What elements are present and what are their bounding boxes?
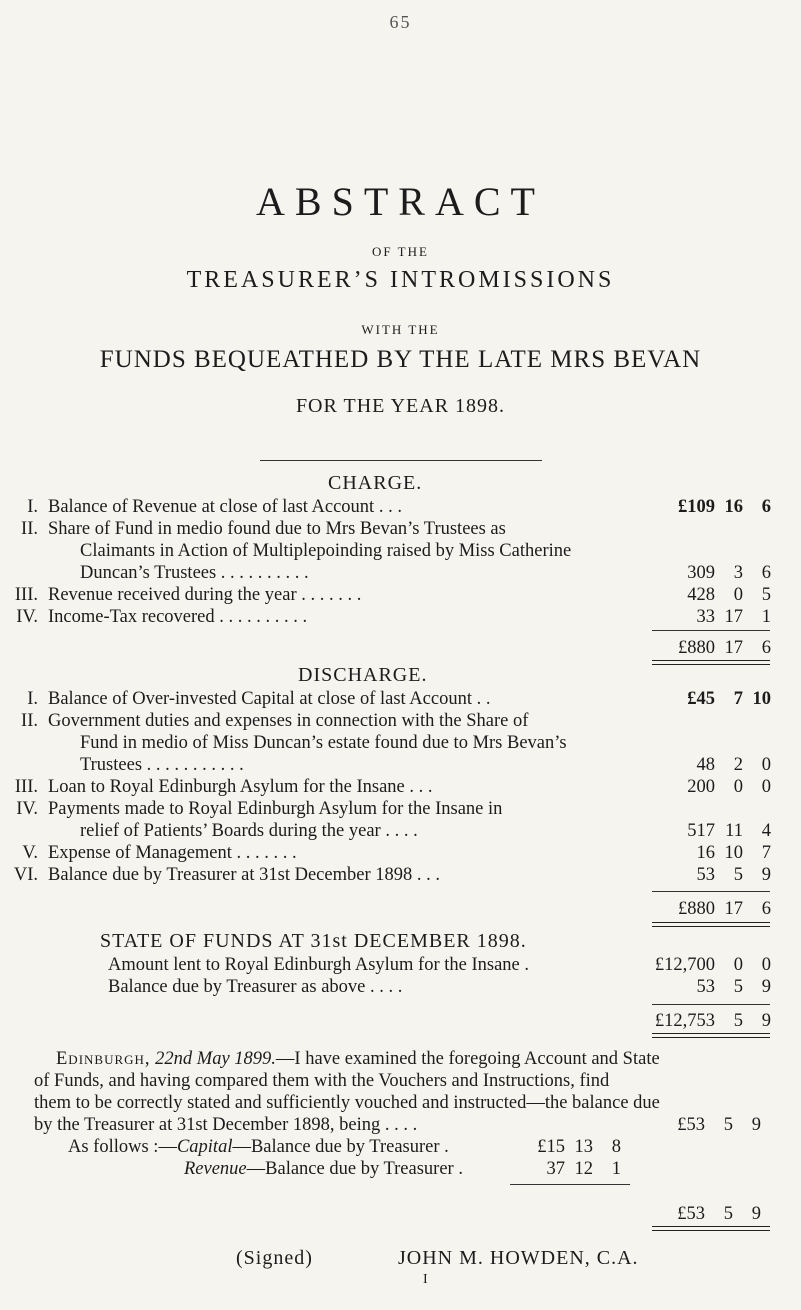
charge-item-amount: 428 0 5 (687, 585, 771, 605)
discharge-item-amount: 48 2 0 (696, 755, 771, 775)
certificate-sub-rule (510, 1184, 630, 1185)
charge-item-text: Revenue received during the year . . . . . . . (48, 585, 362, 605)
certificate-line (56, 1049, 660, 1070)
charge-item-text: Balance of Revenue at close of last Account . . . (48, 497, 402, 517)
charge-item-amount: £109 16 6 (678, 497, 771, 517)
title-of-the: OF THE (372, 244, 429, 259)
state-total: £12,753 5 9 (654, 1011, 771, 1031)
state-item-text: Balance due by Treasurer as above . . . . (108, 977, 403, 997)
discharge-item-text: Payments made to Royal Edinburgh Asylum for the Insane in (48, 799, 503, 819)
discharge-item-number: I. (27, 689, 38, 709)
certificate-capital-amount: £15 13 8 (537, 1137, 621, 1157)
charge-double-rule (652, 660, 770, 665)
charge-item-text-cont: Claimants in Action of Multiplepoinding raised by Miss Catherine (80, 541, 572, 561)
discharge-item-number: III. (14, 777, 38, 797)
title-funds: FUNDS BEQUEATHED BY THE LATE MRS BEVAN (99, 346, 702, 373)
state-double-rule (652, 1033, 770, 1038)
discharge-heading: DISCHARGE. (298, 664, 428, 686)
charge-item-number: I. (27, 497, 38, 517)
certificate-line: by the Treasurer at 31st December 1898, being . . . . (34, 1115, 418, 1135)
charge-item-text: Income-Tax recovered . . . . . . . . . . (48, 607, 308, 627)
state-item-amount: 53 5 9 (696, 977, 771, 997)
page-number: 65 (389, 12, 412, 32)
discharge-item-text-cont: relief of Patients’ Boards during the year . . . . (80, 821, 418, 841)
charge-item-amount: 33 17 1 (696, 607, 771, 627)
certificate-revenue-amount: 37 12 1 (546, 1159, 621, 1179)
state-item-amount: £12,700 0 0 (654, 955, 771, 975)
discharge-item-text: Government duties and expenses in connection with the Share of (48, 711, 529, 731)
footer-signature-mark: I (423, 1272, 428, 1287)
discharge-item-amount: 53 5 9 (696, 865, 771, 885)
title-rule (260, 460, 542, 461)
discharge-item-number: II. (21, 711, 38, 731)
discharge-item-text: Balance of Over-invested Capital at close of last Account . . (48, 689, 491, 709)
state-item-text: Amount lent to Royal Edinburgh Asylum for the Insane . (108, 955, 530, 975)
signature-signed-label: (Signed) (236, 1247, 313, 1269)
discharge-item-number: VI. (13, 865, 38, 885)
charge-item-number: IV. (16, 607, 38, 627)
title-with-the: WITH THE (361, 322, 440, 337)
charge-total: £880 17 6 (678, 638, 771, 658)
charge-item-number: II. (21, 519, 38, 539)
charge-item-amount: 309 3 6 (687, 563, 771, 583)
discharge-item-number: V. (22, 843, 38, 863)
charge-item-text: Share of Fund in medio found due to Mrs Bevan’s Trustees as (48, 519, 506, 539)
certificate-line: of Funds, and having compared them with the Vouchers and Instructions, find (34, 1071, 610, 1091)
charge-total-rule (652, 630, 770, 631)
signature-name: JOHN M. HOWDEN, C.A. (398, 1247, 639, 1269)
discharge-item-amount: £45 7 10 (687, 689, 771, 709)
discharge-item-text: Expense of Management . . . . . . . (48, 843, 297, 863)
certificate-capital-line: As follows :—Capital—Balance due by Treasurer . (68, 1137, 449, 1157)
certificate-revenue-line: Revenue—Balance due by Treasurer . (184, 1159, 463, 1179)
charge-heading: CHARGE. (328, 472, 423, 494)
certificate-double-rule (652, 1226, 770, 1231)
discharge-item-text: Balance due by Treasurer at 31st December 1898 . . . (48, 865, 440, 885)
discharge-item-number: IV. (16, 799, 38, 819)
certificate-date: 22nd May 1899. (155, 1049, 276, 1069)
discharge-item-amount: 16 10 7 (696, 843, 771, 863)
certificate-balance: £53 5 9 (677, 1115, 761, 1135)
certificate-total: £53 5 9 (677, 1204, 761, 1224)
discharge-item-amount: 517 11 4 (687, 821, 771, 841)
certificate-text: —I have examined the foregoing Account and State (275, 1049, 660, 1069)
discharge-item-text-cont: Trustees . . . . . . . . . . . (80, 755, 244, 775)
title-year: FOR THE YEAR 1898. (295, 395, 506, 417)
discharge-item-text: Loan to Royal Edinburgh Asylum for the Insane . . . (48, 777, 433, 797)
charge-item-number: III. (14, 585, 38, 605)
certificate-line: them to be correctly stated and sufficiently vouched and instructed—the balance due (34, 1093, 660, 1113)
discharge-item-amount: 200 0 0 (687, 777, 771, 797)
discharge-total-rule (652, 891, 770, 892)
title-intromissions: TREASURER’S INTROMISSIONS (186, 267, 615, 293)
state-heading: STATE OF FUNDS AT 31st DECEMBER 1898. (100, 930, 527, 952)
charge-item-text-cont: Duncan’s Trustees . . . . . . . . . . (80, 563, 309, 583)
certificate-place: Edinburgh, (56, 1049, 151, 1069)
state-total-rule (652, 1004, 770, 1005)
title-abstract: ABSTRACT (256, 179, 545, 224)
discharge-item-text-cont: Fund in medio of Miss Duncan’s estate found due to Mrs Bevan’s (80, 733, 567, 753)
discharge-total: £880 17 6 (678, 899, 771, 919)
discharge-double-rule (652, 922, 770, 927)
